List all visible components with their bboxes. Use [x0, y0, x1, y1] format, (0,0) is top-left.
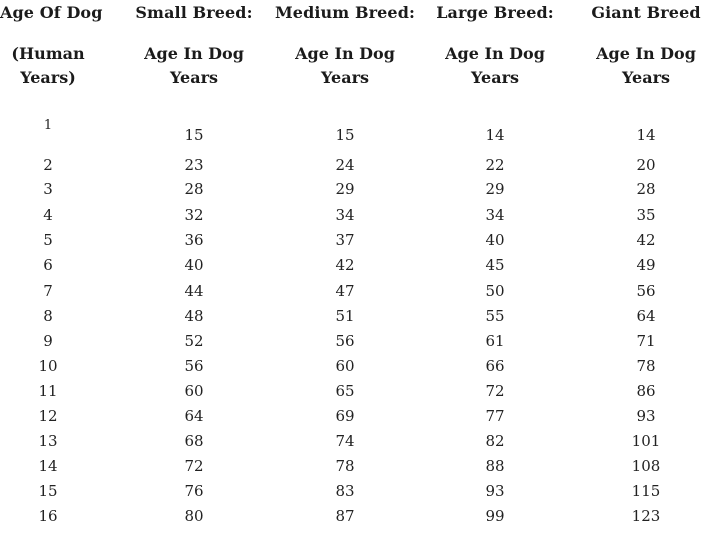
table-cell: 32	[184, 206, 204, 224]
table-cell: 56	[335, 332, 355, 350]
table-cell: 45	[485, 256, 505, 274]
table-cell: 42	[636, 231, 656, 249]
table-cell: 9	[43, 332, 53, 350]
table-cell: 11	[38, 382, 58, 400]
medium-breed-subheader: Age In Dog	[295, 44, 395, 63]
table-cell: 28	[636, 180, 656, 198]
table-cell: 37	[335, 231, 355, 249]
table-cell: 34	[485, 206, 505, 224]
table-cell: 64	[184, 407, 204, 425]
table-cell: 86	[636, 382, 656, 400]
table-cell: 40	[184, 256, 204, 274]
table-cell: 56	[636, 282, 656, 300]
small-breed-subheader: Years	[169, 68, 219, 87]
table-cell: 36	[184, 231, 204, 249]
table-cell: 5	[43, 231, 53, 249]
table-cell: 66	[485, 357, 505, 375]
table-cell: 55	[485, 307, 505, 325]
table-cell: 93	[636, 407, 656, 425]
table-cell: 78	[335, 457, 355, 475]
age-of-dog-header: Age Of Dog	[0, 3, 103, 22]
table-cell: 74	[335, 432, 355, 450]
table-cell: 20	[636, 156, 656, 174]
table-cell: 6	[43, 256, 53, 274]
table-cell: 14	[38, 457, 58, 475]
table-cell: 60	[335, 357, 355, 375]
table-cell: 69	[335, 407, 355, 425]
table-cell: 83	[335, 482, 355, 500]
table-cell: 8	[43, 307, 53, 325]
table-cell: 15	[335, 126, 355, 144]
table-cell: 48	[184, 307, 204, 325]
table-cell: 80	[184, 507, 204, 525]
table-cell: 4	[43, 206, 53, 224]
table-cell: 29	[335, 180, 355, 198]
table-cell: 28	[184, 180, 204, 198]
table-cell: 50	[485, 282, 505, 300]
table-cell: 56	[184, 357, 204, 375]
table-cell: 42	[335, 256, 355, 274]
age-of-dog-subheader: (Human	[11, 44, 85, 63]
table-cell: 35	[636, 206, 656, 224]
table-cell: 23	[184, 156, 204, 174]
table-cell: 71	[636, 332, 656, 350]
large-breed-subheader: Years	[470, 68, 520, 87]
table-cell: 14	[485, 126, 505, 144]
table-cell: 61	[485, 332, 505, 350]
small-breed-subheader: Age In Dog	[144, 44, 244, 63]
table-cell: 99	[485, 507, 505, 525]
table-cell: 64	[636, 307, 656, 325]
table-cell: 82	[485, 432, 505, 450]
table-cell: 16	[38, 507, 58, 525]
table-cell: 29	[485, 180, 505, 198]
table-cell: 76	[184, 482, 204, 500]
table-cell: 51	[335, 307, 355, 325]
medium-breed-header: Medium Breed:	[275, 3, 415, 22]
table-cell: 88	[485, 457, 505, 475]
table-cell: 60	[184, 382, 204, 400]
giant-breed-subheader: Years	[621, 68, 671, 87]
table-cell: 40	[485, 231, 505, 249]
table-cell: 7	[43, 282, 53, 300]
table-cell: 34	[335, 206, 355, 224]
table-cell: 47	[335, 282, 355, 300]
table-cell: 78	[636, 357, 656, 375]
table-cell: 22	[485, 156, 505, 174]
age-of-dog-subheader: Years)	[20, 68, 76, 87]
table-cell: 68	[184, 432, 204, 450]
table-cell: 65	[335, 382, 355, 400]
table-cell: 72	[485, 382, 505, 400]
large-breed-subheader: Age In Dog	[445, 44, 545, 63]
table-cell: 87	[335, 507, 355, 525]
table-cell: 3	[43, 180, 53, 198]
table-cell: 52	[184, 332, 204, 350]
table-cell: 10	[38, 357, 58, 375]
table-cell: 2	[43, 156, 53, 174]
table-cell: 101	[631, 432, 661, 450]
table-cell: 72	[184, 457, 204, 475]
table-cell: 77	[485, 407, 505, 425]
table-cell: 24	[335, 156, 355, 174]
table-cell: 13	[38, 432, 58, 450]
medium-breed-subheader: Years	[320, 68, 370, 87]
table-cell: 15	[38, 482, 58, 500]
table-cell: 1	[43, 118, 53, 133]
table-cell: 93	[485, 482, 505, 500]
large-breed-header: Large Breed:	[436, 3, 554, 22]
table-cell: 108	[631, 457, 661, 475]
table-cell: 123	[631, 507, 661, 525]
table-cell: 15	[184, 126, 204, 144]
table-cell: 12	[38, 407, 58, 425]
table-cell: 44	[184, 282, 204, 300]
small-breed-header: Small Breed:	[135, 3, 253, 22]
table-cell: 49	[636, 256, 656, 274]
table-cell: 14	[636, 126, 656, 144]
giant-breed-subheader: Age In Dog	[596, 44, 696, 63]
table-cell: 115	[631, 482, 661, 500]
giant-breed-header: Giant Breed	[591, 3, 701, 22]
